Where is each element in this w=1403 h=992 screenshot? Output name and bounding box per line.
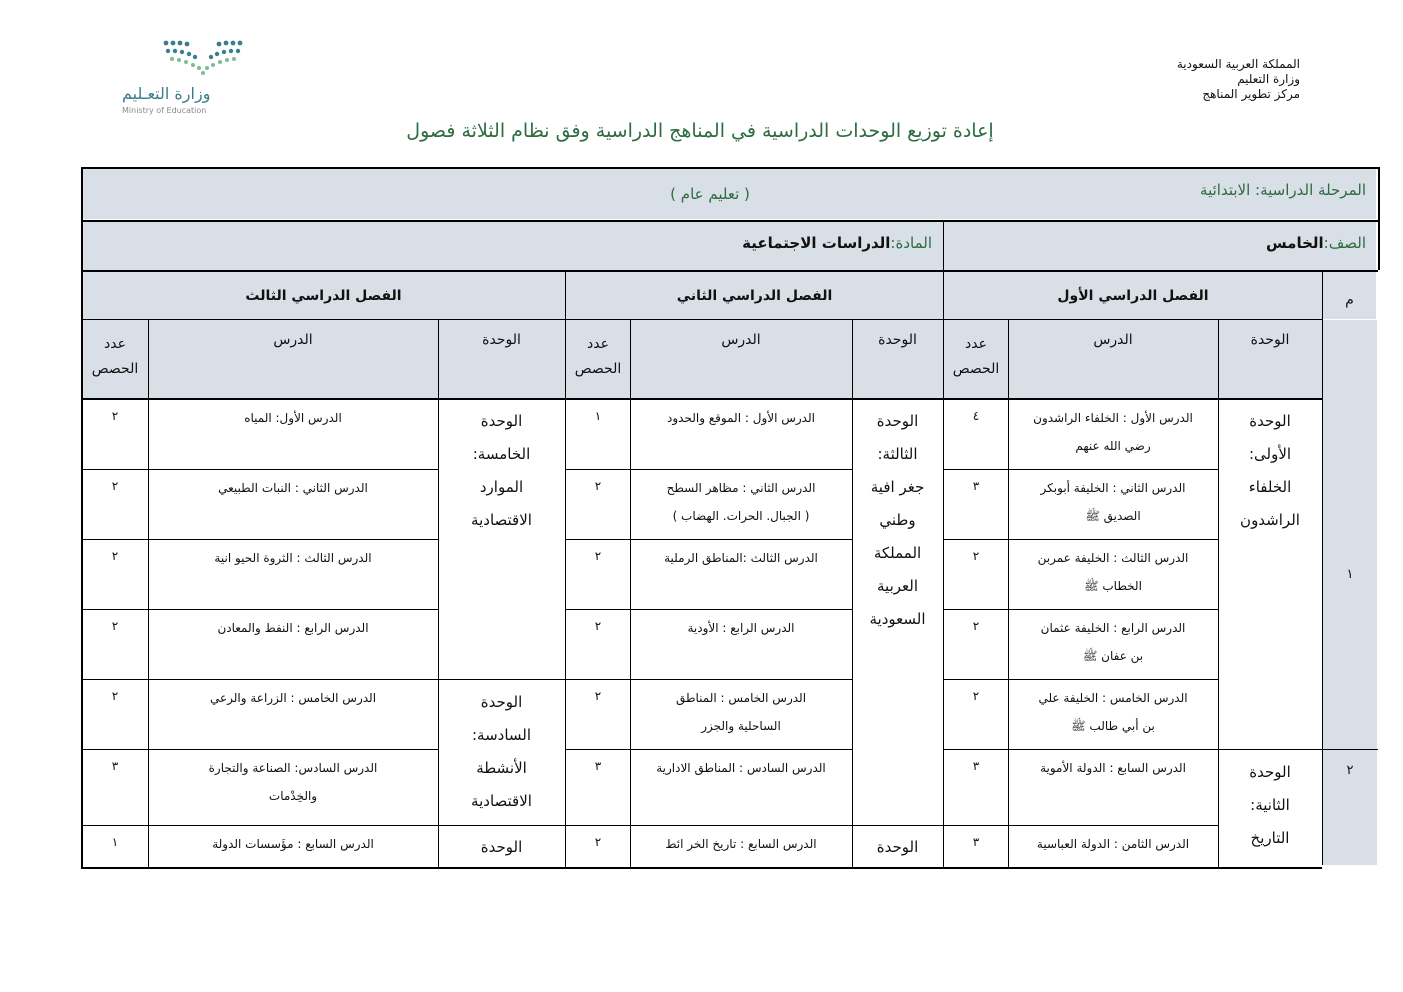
grid-line [438, 825, 565, 826]
row-index: ٢ [1346, 762, 1354, 778]
grid-line [943, 270, 944, 868]
lesson-count: ٢ [111, 409, 119, 423]
lesson-cell [634, 749, 848, 825]
ministry-name: وزارة التعليم [1237, 72, 1300, 86]
count-header-line: عدد [965, 336, 987, 352]
grid-line [943, 220, 944, 270]
lesson-line: الدرس الثاني : النبات الطبيعي [218, 481, 368, 495]
term1-header: الفصل الدراسي الأول [1057, 287, 1209, 304]
grid-line [944, 469, 1218, 470]
lesson-line: الدرس الثالث :المناطق الرملية [664, 551, 818, 565]
lesson-cell [1012, 539, 1214, 609]
ministry-logo [112, 38, 252, 124]
page-title: إعادة توزيع الوحدات الدراسية في المناهج الدراسية وفق نظام الثلاثة فصول [406, 120, 994, 142]
grid-line [1218, 319, 1219, 868]
unit-column-header: الوحدة [878, 332, 917, 348]
lesson-count: ١ [111, 835, 119, 849]
unit-line: الوحدة [1249, 763, 1291, 781]
grid-line [82, 609, 438, 610]
lesson-line: بن عفان ﷺ [1082, 649, 1144, 663]
grid-line [852, 825, 943, 826]
grid-line [81, 319, 1322, 320]
lesson-line: الدرس السادس : المناطق الادارية [656, 761, 826, 775]
lesson-line: ( الجبال. الحرات. الهضاب ) [672, 509, 810, 523]
term3-header: الفصل الدراسي الثالث [245, 287, 402, 304]
lesson-line: الدرس الرابع : الخليفة عثمان [1040, 621, 1186, 635]
lesson-cell [152, 609, 434, 679]
grid-line [82, 749, 438, 750]
lesson-line: الدرس الخامس : الزراعة والرعي [209, 691, 377, 705]
lesson-count: ٢ [111, 619, 119, 633]
grid-line [1008, 319, 1009, 868]
lesson-count: ٣ [111, 759, 119, 773]
lesson-cell [1012, 399, 1214, 469]
logo-english-text: Ministry of Education [122, 106, 207, 115]
grid-line [81, 220, 1378, 222]
grade-value: الخامس [1265, 234, 1324, 252]
lesson-cell [1012, 469, 1214, 539]
lesson-count: ٢ [972, 549, 980, 563]
lesson-cell [1012, 825, 1214, 868]
lesson-cell [152, 825, 434, 868]
unit-column-header: الوحدة [482, 332, 521, 348]
lesson-cell [152, 539, 434, 609]
grid-line [82, 679, 438, 680]
unit-line: الأنشطة [476, 759, 527, 777]
lesson-line: الدرس السابع : تاريخ الخر ائط [665, 837, 817, 851]
lesson-count: ٢ [111, 689, 119, 703]
lesson-line: والخِدْمات [268, 789, 318, 803]
lesson-cell [634, 539, 848, 609]
grid-line [944, 679, 1218, 680]
grade-label: الصف: [1323, 234, 1366, 252]
lesson-count: ٢ [594, 835, 602, 849]
count-header-line: الحصص [952, 361, 1000, 377]
grid-line [81, 270, 1378, 272]
unit-cell [1218, 399, 1322, 749]
row-index: ١ [1346, 566, 1354, 582]
stage-label: المرحلة الدراسية: [1255, 181, 1366, 199]
lesson-line: الدرس السادس: الصناعة والتجارة [208, 761, 378, 775]
grid-line [81, 167, 1378, 169]
grid-line [630, 319, 631, 868]
lesson-count: ٣ [972, 835, 980, 849]
lesson-count: ٢ [972, 619, 980, 633]
index-header: م [1345, 291, 1354, 308]
lesson-line: الدرس الثالث : الثروة الحيو انية [214, 551, 372, 565]
subject-value: الدراسات الاجتماعية [742, 234, 891, 252]
lesson-line: الدرس الثاني : الخليفة أبوبكر [1040, 481, 1186, 495]
lesson-line: الدرس الرابع : الأودية [687, 621, 795, 635]
count-column-header [944, 320, 1008, 398]
grid-line [566, 609, 852, 610]
grid-line [438, 679, 565, 680]
unit-cell [438, 680, 565, 825]
unit-line: الوحدة [480, 693, 523, 711]
lesson-count: ٣ [594, 759, 602, 773]
unit-line: السادسة: [471, 726, 532, 744]
unit-line: الثانية: [1250, 796, 1290, 814]
lesson-count: ٢ [594, 689, 602, 703]
unit-line: الخامسة: [472, 445, 531, 463]
grid-line [82, 469, 438, 470]
unit-line: الوحدة [480, 412, 523, 430]
unit-cell [438, 825, 565, 868]
unit-line: الثالثة: [877, 445, 918, 463]
grid-line [565, 270, 566, 868]
lesson-line: الدرس الثامن : الدولة العباسية [1036, 837, 1190, 851]
unit-cell [852, 825, 943, 868]
unit-line: الراشدون [1240, 511, 1300, 529]
lesson-line: الدرس الأول : الموقع والحدود [667, 411, 815, 425]
unit-cell [438, 399, 565, 679]
count-header-line: عدد [104, 336, 126, 352]
grid-line [566, 679, 852, 680]
count-header-line: الحصص [574, 361, 622, 377]
grid-line [148, 319, 149, 868]
lesson-line: الساحلية والجزر [701, 719, 781, 733]
lesson-count: ١ [594, 409, 602, 423]
unit-line: الوحدة [1249, 412, 1291, 430]
grid-line [81, 867, 1322, 869]
unit-cell [852, 399, 943, 825]
unit-line: الموارد [479, 478, 524, 496]
lesson-cell [1012, 679, 1214, 749]
logo-arabic-text: وزارة التعـليم [122, 84, 211, 103]
unit-line: العربية [877, 577, 918, 595]
lesson-count: ٢ [972, 689, 980, 703]
lesson-line: الدرس الخامس : الخليفة علي [1038, 691, 1188, 705]
lesson-column-header: الدرس [1093, 332, 1133, 348]
grid-line [944, 825, 1218, 826]
lesson-count: ٣ [972, 759, 980, 773]
lesson-count: ٢ [594, 549, 602, 563]
unit-line: الوحدة [876, 412, 919, 430]
grid-line [1218, 749, 1378, 750]
lesson-cell [152, 469, 434, 539]
unit-line: الخلفاء [1248, 478, 1292, 496]
lesson-cell [634, 825, 848, 868]
lesson-line: الدرس الأول : الخلفاء الراشدون [1033, 411, 1193, 425]
lesson-count: ٢ [594, 619, 602, 633]
grade-cell [1100, 234, 1366, 260]
unit-line: المملكة [873, 544, 922, 562]
stage-cell [1000, 181, 1366, 207]
lesson-cell [1012, 749, 1214, 825]
unit-line: جغر افية [870, 478, 925, 496]
lesson-cell [1012, 609, 1214, 679]
count-column-header [82, 320, 148, 398]
lesson-cell [152, 749, 434, 825]
lesson-line: رضي الله عنهم [1075, 439, 1151, 453]
lesson-line: بن أبي طالب ﷺ [1071, 719, 1155, 733]
lesson-line: الدرس الرابع : النفط والمعادن [217, 621, 369, 635]
grid-line [944, 539, 1218, 540]
unit-line: الاقتصادية [471, 792, 532, 810]
lesson-cell [634, 679, 848, 749]
subject-label: المادة: [890, 234, 932, 252]
lesson-column-header: الدرس [273, 332, 313, 348]
unit-line: وطني [879, 511, 916, 529]
lesson-cell [634, 469, 848, 539]
grid-line [944, 749, 1218, 750]
lesson-cell [152, 399, 434, 469]
track-label: ( تعليم عام ) [670, 185, 750, 203]
count-column-header [566, 320, 630, 398]
lesson-count: ٢ [111, 549, 119, 563]
unit-line: الأولى: [1248, 445, 1292, 463]
lesson-column-header: الدرس [721, 332, 761, 348]
lesson-line: الدرس السابع : مؤَسسات الدولة [212, 837, 374, 851]
lesson-count: ٢ [111, 479, 119, 493]
lesson-cell [152, 679, 434, 749]
stage-value: الابتدائية [1200, 181, 1251, 199]
unit-line: الوحدة [876, 838, 919, 856]
term2-header: الفصل الدراسي الثاني [676, 287, 833, 304]
grid-line [852, 319, 853, 868]
lesson-line: الصديق ﷺ [1085, 509, 1141, 523]
lesson-line: الدرس السابع : الدولة الأموية [1040, 761, 1186, 775]
grid-line [82, 825, 438, 826]
lesson-line: الدرس الثاني : مظاهر السطح [666, 481, 816, 495]
grid-line [1322, 270, 1323, 865]
grid-line [1378, 167, 1380, 270]
unit-cell [1218, 750, 1322, 865]
lesson-cell [634, 399, 848, 469]
unit-column-header: الوحدة [1250, 332, 1290, 348]
issuer-block [1060, 57, 1300, 102]
unit-line: السعودية [869, 610, 926, 628]
grid-line [566, 825, 852, 826]
center-name: مركز تطوير المناهج [1202, 87, 1300, 101]
grid-line [566, 469, 852, 470]
grid-line [944, 609, 1218, 610]
lesson-count: ٤ [972, 409, 980, 423]
unit-line: التاريخ [1250, 829, 1290, 847]
subject-cell [560, 234, 932, 260]
lesson-line: الدرس الثالث : الخليفة عمربن [1037, 551, 1189, 565]
lesson-line: الدرس الخامس : المناطق [675, 691, 807, 705]
count-header-line: عدد [587, 336, 609, 352]
grid-line [81, 398, 1322, 400]
grid-line [566, 749, 852, 750]
count-header-line: الحصص [91, 361, 139, 377]
grid-line [81, 167, 83, 868]
grid-line [438, 319, 439, 868]
lesson-line: الدرس الأول: المياه [244, 411, 342, 425]
unit-line: الاقتصادية [471, 511, 532, 529]
kingdom-name: المملكة العربية السعودية [1176, 57, 1300, 71]
grid-line [82, 539, 438, 540]
lesson-cell [634, 609, 848, 679]
lesson-count: ٣ [972, 479, 980, 493]
unit-line: الوحدة [480, 838, 523, 856]
lesson-count: ٢ [594, 479, 602, 493]
grid-line [566, 539, 852, 540]
logo-dots-icon [162, 38, 244, 78]
lesson-line: الخطاب ﷺ [1084, 579, 1142, 593]
